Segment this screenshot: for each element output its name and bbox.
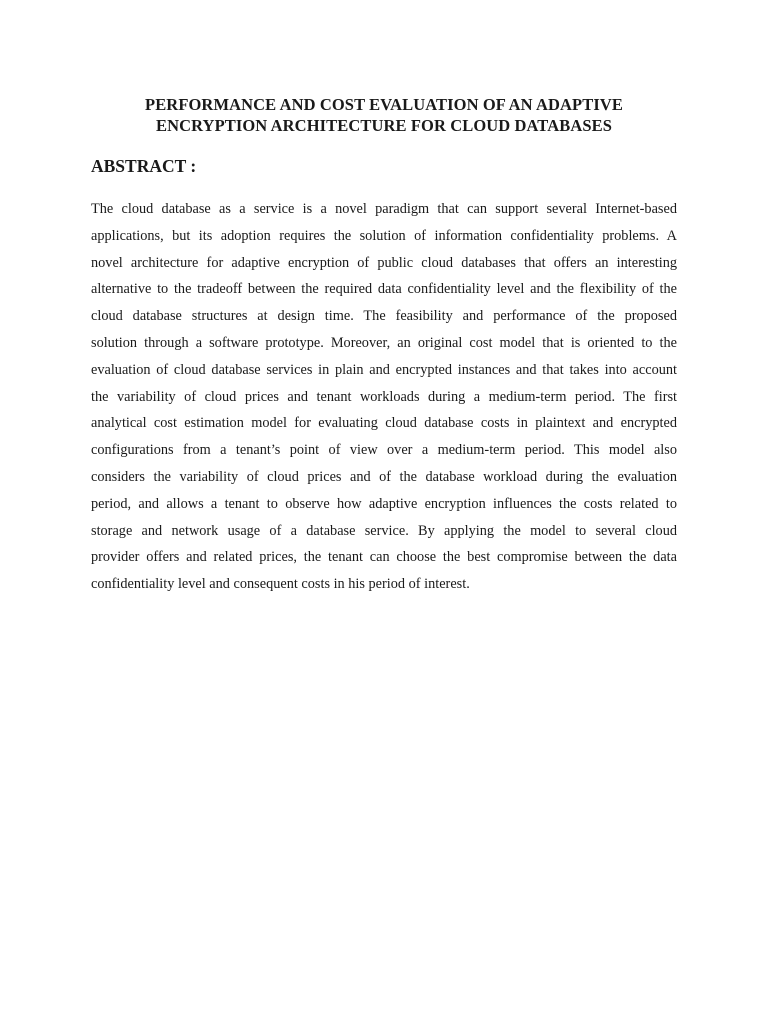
title-line: ENCRYPTION ARCHITECTURE FOR CLOUD DATABASES [155, 116, 612, 135]
abstract-paragraph [91, 196, 677, 598]
abstract-line: applications, but its adoption requires the solution of information confidentiality problems. A [91, 227, 677, 244]
abstract-line: period, and allows a tenant to observe how adaptive encryption influences the costs related to [91, 495, 677, 512]
title-line: PERFORMANCE AND COST EVALUATION OF AN ADAPTIVE [145, 95, 623, 114]
abstract-line: the variability of cloud prices and tenant workloads during a medium-term period. The first [91, 388, 677, 405]
abstract-line: considers the variability of cloud prices and of the database workload during the evaluation [91, 468, 677, 485]
abstract-line: The cloud database as a service is a novel paradigm that can support several Internet-based [91, 201, 677, 217]
abstract-line: novel architecture for adaptive encryption of public cloud databases that offers an interesting [91, 254, 677, 271]
abstract-line: evaluation of cloud database services in plain and encrypted instances and that takes into account [91, 361, 677, 378]
abstract-line: provider offers and related prices, the tenant can choose the best compromise between the data [91, 549, 677, 566]
document-title [90, 94, 678, 136]
abstract-line: solution through a software prototype. Moreover, an original cost model that is oriented to the [91, 334, 677, 351]
abstract-line: confidentiality level and consequent costs in his period of interest. [91, 576, 470, 593]
abstract-line: storage and network usage of a database service. By applying the model to several cloud [91, 522, 677, 539]
abstract-heading: ABSTRACT : [91, 156, 197, 176]
abstract-line: alternative to the tradeoff between the required data confidentiality level and the flexibility of the [91, 281, 677, 298]
abstract-line: configurations from a tenant’s point of view over a medium-term period. This model also [91, 442, 677, 459]
abstract-line: analytical cost estimation model for evaluating cloud database costs in plaintext and encrypted [91, 415, 677, 432]
abstract-line: cloud database structures at design time. The feasibility and performance of the proposed [91, 308, 677, 325]
